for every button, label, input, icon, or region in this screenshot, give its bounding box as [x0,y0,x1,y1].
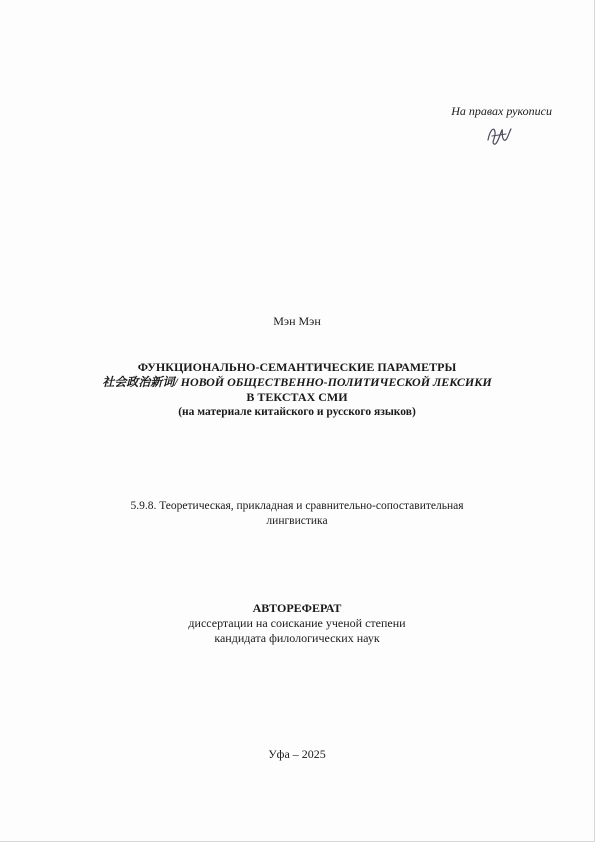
handwritten-signature [482,120,516,148]
abstract-line-2: кандидата филологических наук [214,631,380,645]
author-name: Мэн Мэн [273,314,321,328]
specialty-line-1: 5.9.8. Теоретическая, прикладная и сравнительно-сопоставительная [130,500,464,512]
abstract-block [0,601,594,646]
title-subtitle: (на материале китайского и русского языков) [178,406,416,418]
manuscript-rights-note: На правах рукописи [451,104,552,118]
title-line-2: 社会政治新词/ НОВОЙ ОБЩЕСТВЕННО-ПОЛИТИЧЕСКОЙ ЛЕКСИКИ [102,375,492,389]
abstract-line-1: диссертации на соискание ученой степени [188,616,406,630]
dissertation-title [20,360,574,420]
place-and-year: Уфа – 2025 [268,747,326,761]
title-line-3: В ТЕКСТАХ СМИ [246,390,348,404]
title-line-1: ФУНКЦИОНАЛЬНО-СЕМАНТИЧЕСКИЕ ПАРАМЕТРЫ [137,360,457,374]
abstract-heading: АВТОРЕФЕРАТ [252,601,342,615]
specialty-code [100,499,494,529]
specialty-line-2: лингвистика [266,515,328,527]
